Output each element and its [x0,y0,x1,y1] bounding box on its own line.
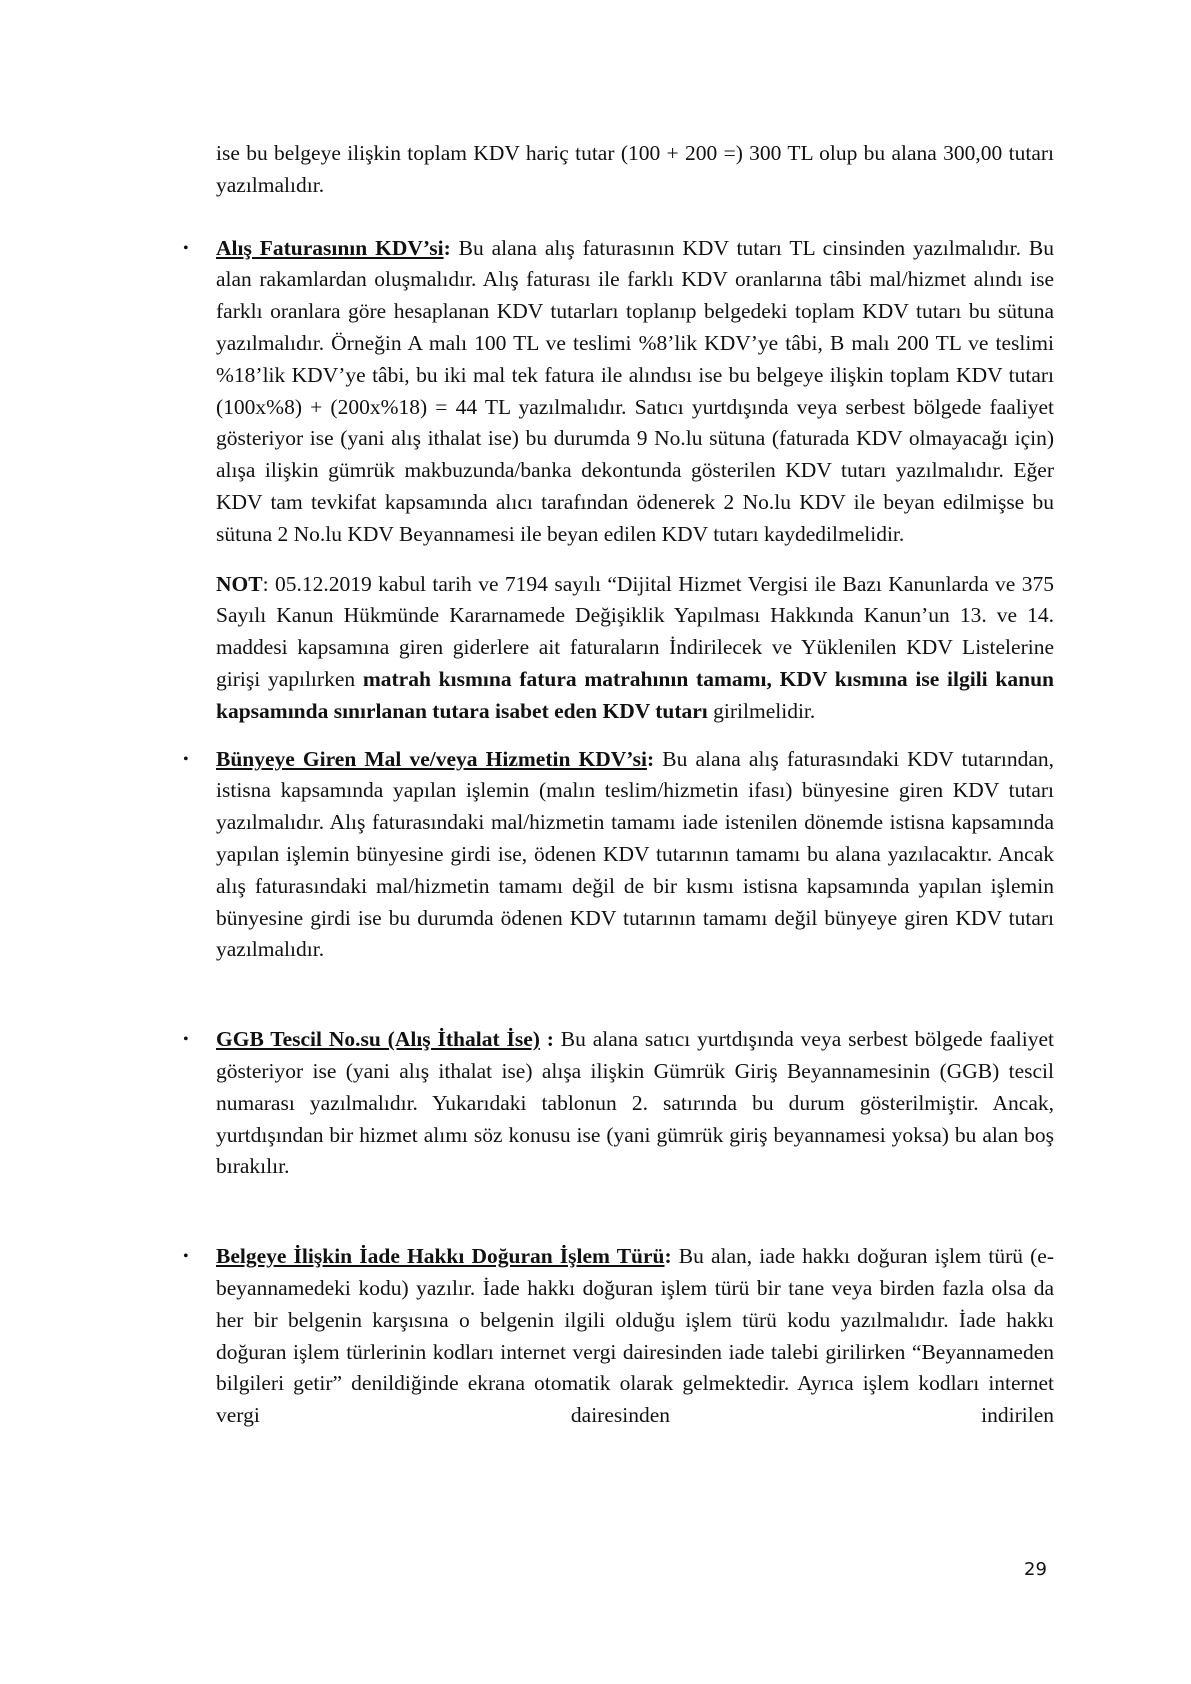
note-text-before: : 05.12.2019 kabul tarih ve 7194 sayılı “Dijital Hizmet Vergisi ile Bazı Kanunlarda ve 375 Sayılı Kanun Hükmünde Kararnamede Değişiklik Yapılması Hakkında Kanun’un 13. ve 14. maddesi kapsamına giren giderlere ait faturaların İndirilecek ve Yüklenilen KDV Listelerine girişi yapılırken [216,571,1054,691]
bullet-text: Bu alana alış faturasının KDV tutarı TL cinsinden yazılmalıdır. Bu alan rakamlardan oluşmalıdır. Alış faturası ile farklı KDV oranlarına tâbi mal/hizmet alındı ise farklı oranlara göre hesaplanan KDV tutarları toplanıp belgedeki toplam KDV tutarı bu sütuna yazılmalıdır. Örneğin A malı 100 TL ve teslimi %8’lik KDV’ye tâbi, B malı 200 TL ve teslimi %18’lik KDV’ye tâbi, bu iki mal tek fatura ile alındısı ise bu belgeye ilişkin toplam KDV tutarı (100x%8) + (200x%18) = 44 TL yazılmalıdır. Satıcı yurtdışında veya serbest bölgede faaliyet gösteriyor ise (yani alış ithalat ise) bu durumda 9 No.lu sütuna (faturada KDV olmayacağı için) alışa ilişkin gümrük makbuzunda/banka dekontunda gösterilen KDV tutarı yazılmalıdır. Eğer KDV tam tevkifat kapsamında alıcı tarafından ödenerek 2 No.lu KDV ile beyan edilmişse bu sütuna 2 No.lu KDV Beyannamesi ile beyan edilen KDV tutarı kaydedilmelidir. [216,235,1054,546]
page-number: 29 [1024,1559,1047,1580]
term-alis-faturasi-kdv: Alış Faturasının KDV’si [216,235,444,260]
note-text-after: girilmelidir. [707,698,816,723]
continuation-paragraph: ise bu belgeye ilişkin toplam KDV hariç tutar (100 + 200 =) 300 TL olup bu alana 300,00 tutarı yazılmalıdır. [216,141,1054,197]
term-colon: : [647,746,655,771]
bullet-icon: • [183,1248,189,1266]
note-label: NOT [216,571,263,596]
note-paragraph [216,569,1054,728]
term-iade-hakki: Belgeye İlişkin İade Hakkı Doğuran İşlem Türü [216,1244,665,1269]
bullet-paragraph [216,233,1054,551]
document-body [183,138,1055,1432]
bullet-icon: • [183,750,189,768]
term-ggb-tescil: GGB Tescil No.su (Alış İthalat İse) [216,1027,540,1052]
bullet-alis-faturasi-kdv [183,233,1054,551]
term-colon: : [664,1244,672,1269]
bullet-ggb-tescil [183,1024,1055,1183]
bullet-paragraph [216,1024,1054,1183]
bullet-paragraph [216,1241,1054,1432]
note-bold-text: matrah kısmına fatura matrahının tamamı, KDV kısmına ise ilgili kanun kapsamında sınırlanan tutara isabet eden KDV tutarı [216,666,1054,723]
bullet-text: Bu alan, iade hakkı doğuran işlem türü (e-beyannamedeki kodu) yazılır. İade hakkı doğuran işlem türü bir tane veya birden fazla olsa da her bir belgenin karşısına o belgenin ilgili olduğu işlem türü kodu yazılmalıdır. İade hakkı doğuran işlem türlerinin kodları internet vergi dairesinden iade talebi girilirken “Beyannameden bilgileri getir” denildiğinde ekrana otomatik olarak gelmektedir. Ayrıca işlem kodları internet vergi dairesinden indirilen [216,1244,1054,1428]
term-bunyeye-giren: Bünyeye Giren Mal ve/veya Hizmetin KDV’si [216,746,647,771]
term-colon: : [443,235,451,260]
bullet-paragraph [216,744,1054,967]
bullet-bunyeye-giren [183,744,1054,967]
bullet-text: Bu alana satıcı yurtdışında veya serbest bölgede faaliyet gösteriyor ise (yani alış ithalat ise) alışa ilişkin Gümrük Giriş Beyannamesinin (GGB) tescil numarası yazılmalıdır. Yukarıdaki tablonun 2. satırında bu durum gösterilmiştir. Ancak, yurtdışından bir hizmet alımı söz konusu ise (yani gümrük giriş beyannamesi yoksa) bu alan boş bırakılır. [216,1027,1055,1179]
bullet-icon: • [183,1031,189,1049]
bullet-icon: • [183,239,189,257]
term-colon: : [539,1027,554,1052]
note-block [216,569,1054,728]
bullet-text: Bu alana alış faturasındaki KDV tutarından, istisna kapsamında yapılan işlemin (malın teslim/hizmetin ifası) bünyesine giren KDV tutarı yazılmalıdır. Alış faturasındaki mal/hizmetin tamamı iade istenilen dönemde istisna kapsamında yapılan işlemin bünyesine girdi ise, ödenen KDV tutarının tamamı bu alana yazılacaktır. Ancak alış faturasındaki mal/hizmetin tamamı değil de bir kısmı istisna kapsamında yapılan işlemin bünyesine girdi ise bu durumda ödenen KDV tutarının tamamı değil bünyeye giren KDV tutarı yazılmalıdır. [216,746,1054,962]
bullet-iade-hakki [183,1241,1054,1432]
